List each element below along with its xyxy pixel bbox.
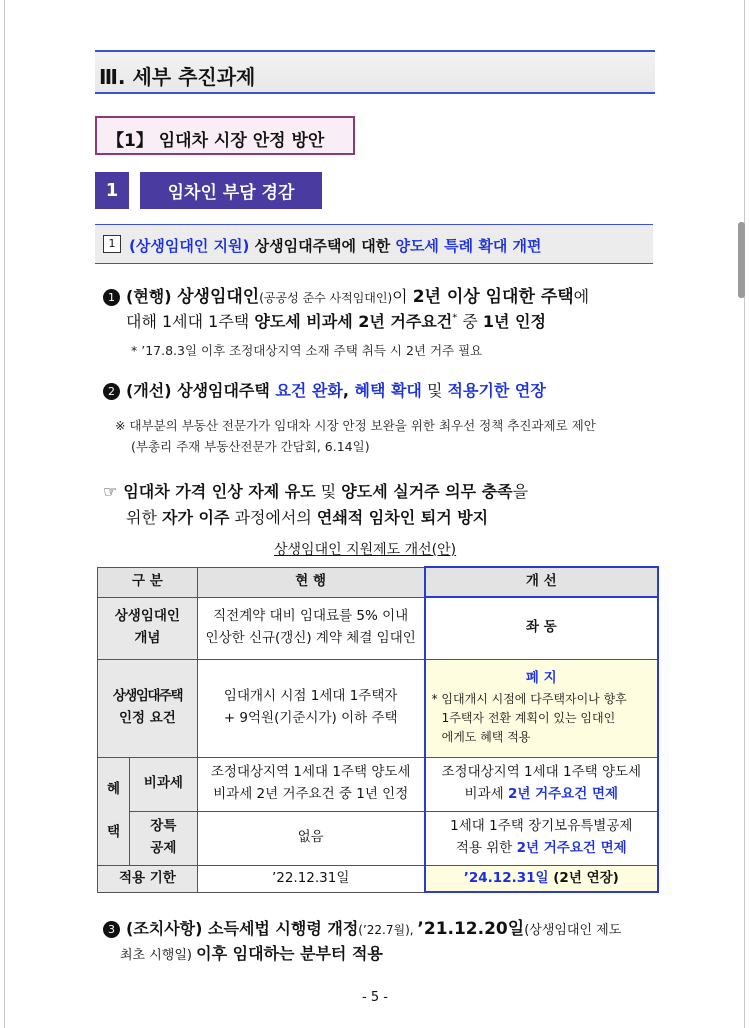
task-title-part2: 상생임대주택에 대한 xyxy=(249,237,396,255)
point-2-line xyxy=(103,378,546,401)
task-title-part3: 양도세 특례 확대 개편 xyxy=(395,237,542,255)
row-longterm-improved xyxy=(425,811,658,865)
row-nontax-improved-2b: 2년 거주요건 면제 xyxy=(507,786,619,802)
row-longterm-label xyxy=(129,811,197,865)
row-concept-current-2: 인상한 신규(갱신) 계약 체결 임대인 xyxy=(205,630,416,646)
table-header-row xyxy=(98,567,659,597)
point-3-text-e: 위한 xyxy=(126,508,162,527)
point-4-text-d: ’21.12.20일 xyxy=(417,919,525,939)
header-current: 현 행 xyxy=(197,567,424,597)
point-3-text-f: 자가 이주 xyxy=(162,508,230,527)
point-2-text-c: , xyxy=(342,381,355,400)
subsection-title: 【1】 임대차 시장 안정 방안 xyxy=(107,131,325,151)
row-requirement-current-1: 임대개시 시점 1세대 1주택자 xyxy=(223,688,398,705)
subsection-box xyxy=(95,116,355,155)
section-title: Ⅲ. 세부 추진과제 xyxy=(99,65,256,89)
row-benefit-label xyxy=(98,757,130,865)
point-2-text-e: 및 xyxy=(421,381,448,400)
row-deadline-improved xyxy=(425,865,658,892)
point-1-footnote-mark: * xyxy=(452,312,458,324)
point-1-subject: 상생임대인 xyxy=(177,287,260,307)
row-longterm-label-2: 공제 xyxy=(150,840,177,856)
point-2-note-1: ※ 대부분의 부동산 전문가가 임대차 시장 안정 보완을 위한 최우선 정책 추진과제로 제안 xyxy=(115,418,596,433)
task-bar xyxy=(95,224,653,264)
point-4-text-g: 이후 임대하는 분부터 적용 xyxy=(196,944,383,963)
circled-number-3-icon: 3 xyxy=(103,921,120,938)
point-2-note-2: (부총리 주재 부동산전문가 간담회, 6.14일) xyxy=(131,439,370,454)
point-3-text-b: 및 xyxy=(315,482,342,501)
row-deadline-current: ’22.12.31일 xyxy=(197,865,424,892)
row-concept-current-1: 직전계약 대비 임대료를 5% 이내 xyxy=(213,608,409,625)
row-nontax-label: 비과세 xyxy=(129,757,197,811)
point-4-text-a: (조치사항) xyxy=(126,919,209,938)
row-concept-current xyxy=(197,597,424,659)
point-2-text-d: 혜택 확대 xyxy=(354,381,422,400)
header-category: 구 분 xyxy=(98,567,198,597)
point-1-text-b: 양도세 비과세 2년 거주요건 xyxy=(254,312,453,331)
section-header xyxy=(95,50,655,94)
point-1-text-a: 대해 1세대 1주택 xyxy=(126,312,255,331)
point-1-emphasis: 2년 이상 임대한 주택 xyxy=(412,287,574,307)
point-1-text-d: 1년 인정 xyxy=(482,312,546,331)
row-longterm-improved-1: 1세대 1주택 장기보유특별공제 xyxy=(450,818,633,835)
row-nontax-current-1: 조정대상지역 1세대 1주택 양도세 xyxy=(210,764,411,781)
row-nontax-current xyxy=(197,757,424,811)
table-row xyxy=(98,757,659,811)
circled-number-2-icon: 2 xyxy=(103,383,120,400)
row-longterm-current: 없음 xyxy=(197,811,424,865)
row-requirement-label-2: 인정 요건 xyxy=(118,710,176,726)
point-1-label: (현행) xyxy=(126,287,178,306)
row-concept-label-1: 상생임대인 xyxy=(114,608,180,625)
row-requirement-label-1: 상생임대주택 xyxy=(112,688,182,705)
memo-line-3: 에게도 혜택 적용 xyxy=(441,730,531,745)
page-right-edge xyxy=(744,0,745,1028)
table-row xyxy=(98,597,659,659)
row-nontax-current-2: 비과세 2년 거주요건 중 1년 인정 xyxy=(213,786,409,802)
row-deadline-label: 적용 기한 xyxy=(98,865,198,892)
table-caption: 상생임대인 지원제도 개선(안) xyxy=(274,542,457,558)
table-row xyxy=(98,811,659,865)
row-nontax-improved-1: 조정대상지역 1세대 1주택 양도세 xyxy=(441,764,642,781)
point-1-text-c: 중 xyxy=(457,312,483,331)
point-3-text-h: 연쇄적 임차인 퇴거 방지 xyxy=(316,508,489,527)
row-benefit-label-1: 혜 xyxy=(106,780,120,797)
table-row xyxy=(98,659,659,757)
point-1-particle: 이 xyxy=(392,287,413,306)
point-3-text-c: 양도세 실거주 의무 충족 xyxy=(341,482,513,501)
row-requirement-improved-memo xyxy=(430,690,653,748)
point-1-line-2 xyxy=(126,309,546,332)
task-number: 1 xyxy=(103,235,121,253)
table-row xyxy=(98,865,659,892)
point-4-line-2 xyxy=(120,941,383,964)
row-benefit-label-2: 택 xyxy=(106,823,120,840)
point-4-text-b: 소득세법 시행령 개정 xyxy=(208,919,359,938)
point-4-line-1 xyxy=(103,914,621,939)
row-longterm-improved-2a: 적용 위한 xyxy=(455,840,517,856)
row-requirement-label xyxy=(98,659,198,757)
point-1-paren: (공공성 준수 사적임대인) xyxy=(259,291,393,305)
scrollbar-thumb[interactable] xyxy=(738,222,745,298)
point-4-text-c: (’22.7월), xyxy=(358,923,418,937)
row-requirement-current xyxy=(197,659,424,757)
circled-number-1-icon: 1 xyxy=(103,289,120,306)
row-longterm-label-1: 장특 xyxy=(150,818,177,835)
point-3-text-g: 과정에서의 xyxy=(229,508,317,527)
point-2-text-b: 요건 완화 xyxy=(275,381,343,400)
comparison-table xyxy=(97,566,659,893)
row-nontax-improved xyxy=(425,757,658,811)
row-concept-improved: 좌 동 xyxy=(425,597,658,659)
item-title: 임차인 부담 경감 xyxy=(140,172,322,209)
row-requirement-improved xyxy=(425,659,658,757)
point-1-note: * ’17.8.3일 이후 조정대상지역 소재 주택 취득 시 2년 거주 필요 xyxy=(131,343,483,358)
row-nontax-improved-2a: 비과세 xyxy=(464,786,508,802)
point-3-line-2 xyxy=(126,505,488,528)
row-longterm-improved-2b: 2년 거주요건 면제 xyxy=(516,840,627,856)
row-deadline-improved-a: ’24.12.31일 xyxy=(463,869,549,886)
task-title-part1: (상생임대인 지원) xyxy=(129,237,250,255)
point-4-text-e: (상생임대인 제도 xyxy=(524,923,622,938)
row-concept-label xyxy=(98,597,198,659)
row-deadline-improved-b: (2년 연장) xyxy=(548,869,619,886)
item-number: 1 xyxy=(95,172,129,209)
point-1-suffix: 에 xyxy=(573,287,590,306)
pointing-hand-icon: ☞ xyxy=(103,482,118,501)
page-number: - 5 - xyxy=(362,990,388,1005)
point-2-text-a: (개선) 상생임대주택 xyxy=(126,381,276,400)
point-4-text-f: 최초 시행일) xyxy=(120,948,197,963)
row-concept-label-2: 개념 xyxy=(134,630,161,646)
row-requirement-current-2: + 9억원(기준시가) 이하 주택 xyxy=(223,710,398,726)
task-title xyxy=(129,235,542,256)
memo-line-1: * 임대개시 시점에 다주택자이나 향후 xyxy=(431,692,627,707)
point-1-line-1 xyxy=(103,282,589,307)
point-2-text-f: 적용기한 연장 xyxy=(447,381,546,400)
row-requirement-improved-title: 폐 지 xyxy=(525,670,557,687)
point-3-text-d: 을 xyxy=(512,482,529,501)
page-left-edge xyxy=(4,0,5,1028)
point-3-text-a: 임대차 가격 인상 자제 유도 xyxy=(123,482,316,501)
point-3-line-1 xyxy=(103,479,528,502)
header-improved: 개 선 xyxy=(425,567,658,597)
memo-line-2: 1주택자 전환 계획이 있는 임대인 xyxy=(441,711,616,726)
